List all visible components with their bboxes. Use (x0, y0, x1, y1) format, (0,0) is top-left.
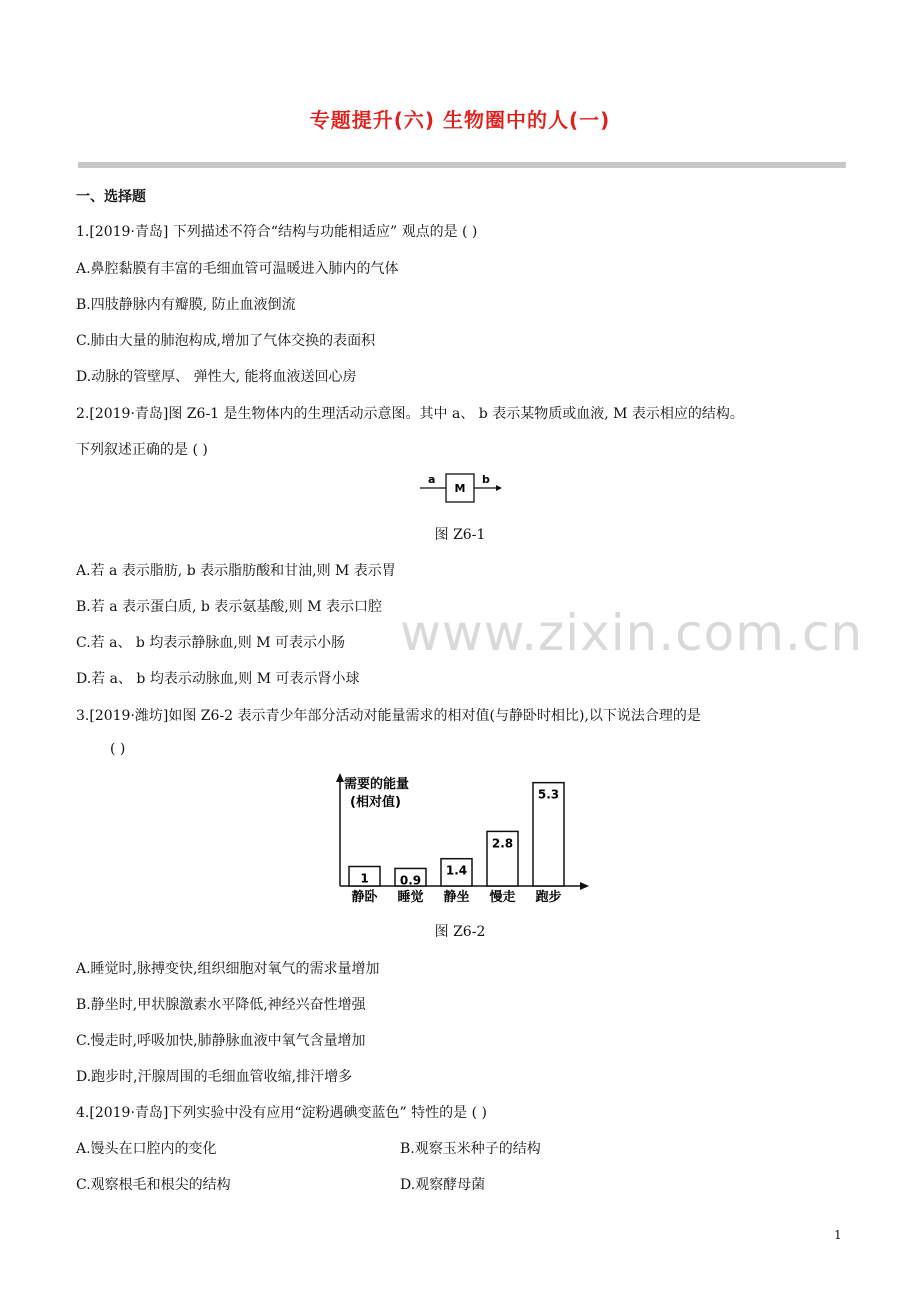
title-divider (78, 162, 846, 168)
q2-option-d: D.若 a、 b 均表示动脉血,则 M 可表示肾小球 (76, 671, 360, 687)
q2-stem-line1: 2.[2019·青岛]图 Z6-1 是生物体内的生理活动示意图。其中 a、 b 表示某物质或血液, M 表示相应的结构。 (76, 406, 744, 422)
q2-option-a: A.若 a 表示脂肪, b 表示脂肪酸和甘油,则 M 表示胃 (76, 563, 396, 579)
q1-option-a: A.鼻腔黏膜有丰富的毛细血管可温暖进入肺内的气体 (76, 261, 399, 277)
y-axis-label-line2: (相对值) (350, 795, 401, 810)
section-heading: 一、选择题 (76, 189, 146, 205)
x-tick-label: 静坐 (443, 890, 470, 905)
figure-z6-1 (414, 468, 514, 508)
q3-option-c: C.慢走时,呼吸加快,肺静脉血液中氧气含量增加 (76, 1033, 366, 1049)
energy-bar-chart (330, 770, 590, 910)
q4-option-c: C.观察根毛和根尖的结构 (76, 1177, 231, 1193)
y-axis-arrow (336, 773, 344, 782)
page-title: 专题提升(六) 生物圈中的人(一) (309, 108, 611, 132)
bar-value-label: 1 (360, 871, 369, 886)
q1-option-c: C.肺由大量的肺泡构成,增加了气体交换的表面积 (76, 333, 376, 349)
x-tick-label: 睡觉 (397, 890, 424, 905)
page-number: 1 (834, 1228, 842, 1242)
q4-option-b: B.观察玉米种子的结构 (400, 1141, 541, 1157)
bar-value-label: 2.8 (491, 836, 514, 851)
q2-stem-line2: 下列叙述正确的是 ( ) (76, 442, 208, 458)
q3-stem-line1: 3.[2019·潍坊]如图 Z6-2 表示青少年部分活动对能量需求的相对值(与静卧时相比),以下说法合理的是 (76, 708, 701, 724)
bar-value-label: 5.3 (537, 787, 560, 802)
fig-input-label: a (428, 473, 436, 486)
x-tick-label: 跑步 (535, 890, 562, 905)
q3-option-a: A.睡觉时,脉搏变快,组织细胞对氧气的需求量增加 (76, 961, 380, 977)
q1-option-d: D.动脉的管壁厚、 弹性大, 能将血液送回心房 (76, 369, 357, 385)
q4-stem: 4.[2019·青岛]下列实验中没有应用“淀粉遇碘变蓝色” 特性的是 ( ) (76, 1105, 487, 1121)
q3-option-d: D.跑步时,汗腺周围的毛细血管收缩,排汗增多 (76, 1069, 353, 1085)
q4-option-a: A.馒头在口腔内的变化 (76, 1141, 217, 1157)
x-axis-arrow (580, 882, 589, 890)
figure-z6-2-caption: 图 Z6-2 (434, 924, 486, 940)
q3-option-b: B.静坐时,甲状腺激素水平降低,神经兴奋性增强 (76, 997, 366, 1013)
bar-value-label: 0.9 (399, 873, 422, 888)
figure-z6-1-caption: 图 Z6-1 (434, 527, 486, 543)
q1-stem: 1.[2019·青岛] 下列描述不符合“结构与功能相适应” 观点的是 ( ) (76, 224, 478, 240)
fig-output-label: b (482, 473, 490, 486)
bar-value-label: 1.4 (445, 863, 468, 878)
watermark: www.zixin.com.cn (400, 604, 864, 662)
x-tick-label: 慢走 (489, 890, 516, 905)
q1-option-b: B.四肢静脉内有瓣膜, 防止血液倒流 (76, 297, 296, 313)
x-tick-label: 静卧 (351, 890, 378, 905)
y-axis-label-line1: 需要的能量 (344, 777, 410, 792)
structure-m-label: M (454, 482, 466, 495)
q4-option-d: D.观察酵母菌 (400, 1177, 486, 1193)
q3-stem-line2: ( ) (110, 741, 126, 757)
q2-option-b: B.若 a 表示蛋白质, b 表示氨基酸,则 M 表示口腔 (76, 599, 382, 615)
q2-option-c: C.若 a、 b 均表示静脉血,则 M 可表示小肠 (76, 635, 346, 651)
